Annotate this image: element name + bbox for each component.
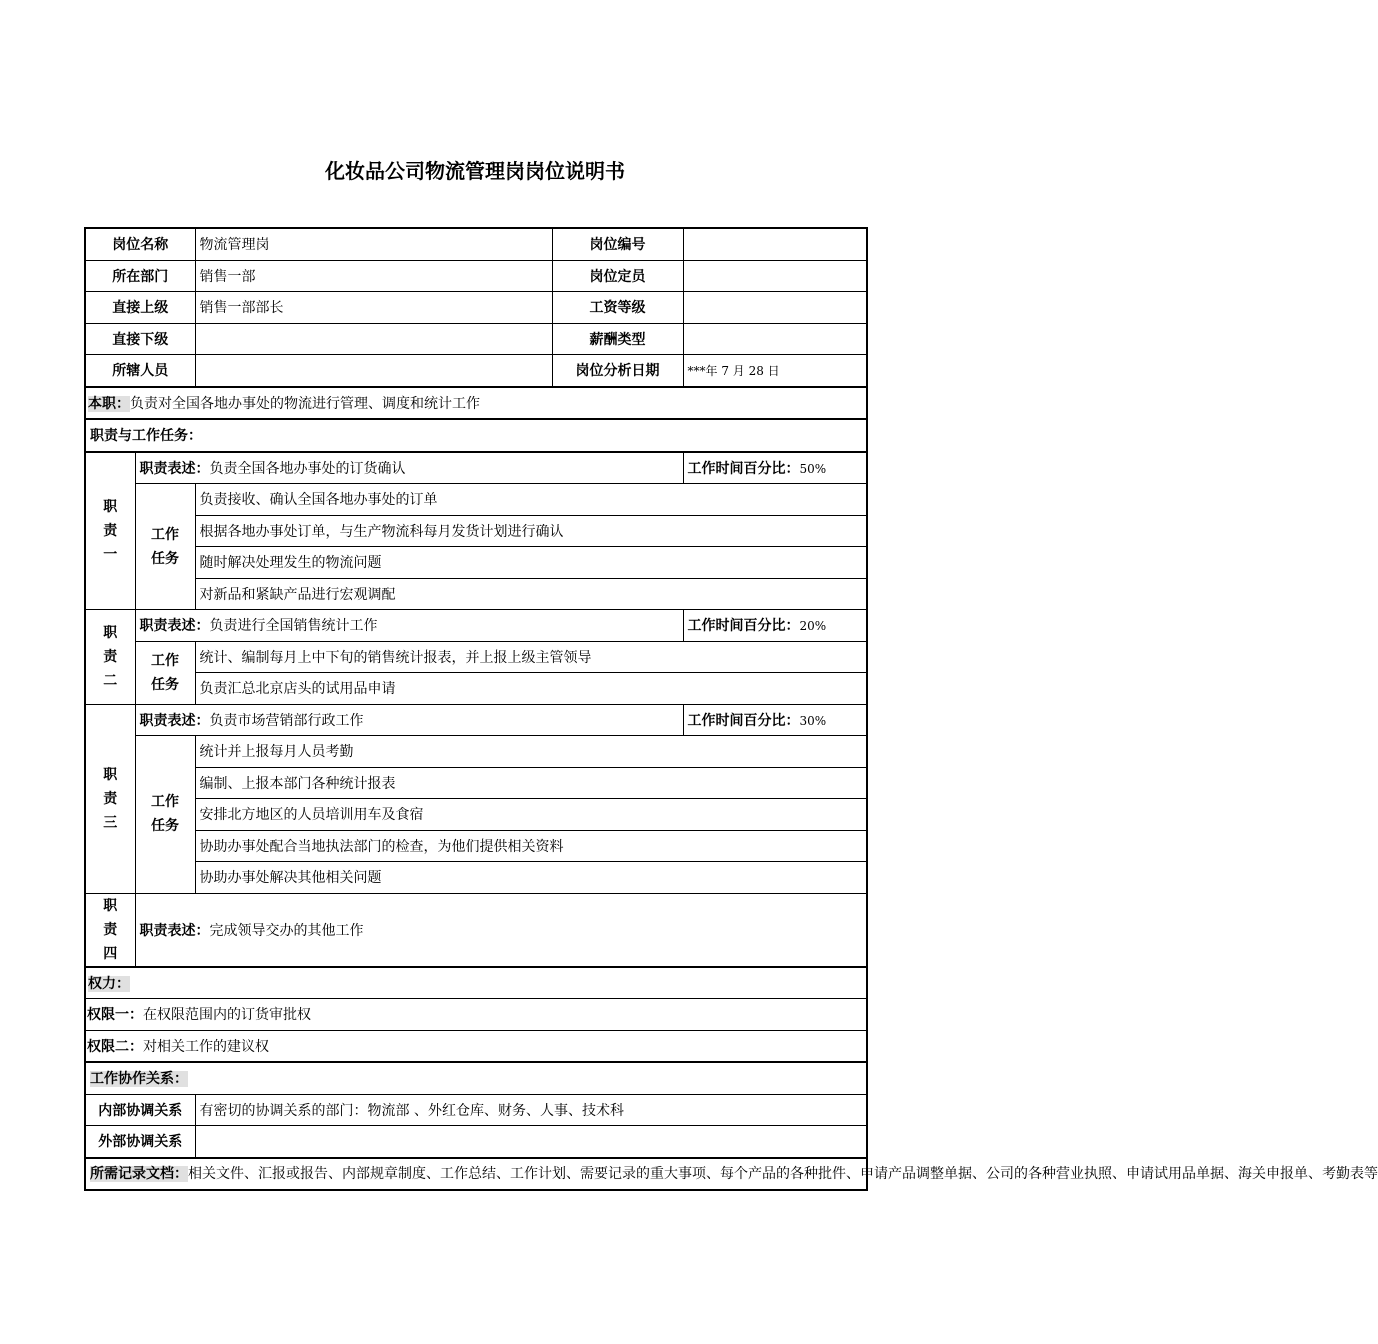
value-department: 销售一部	[195, 260, 552, 292]
label-salary-grade: 工资等级	[552, 292, 683, 324]
external-relations-value	[195, 1126, 867, 1158]
records-row	[85, 1158, 867, 1191]
duty1-task-1: 负责接收、确认全国各地办事处的订单	[195, 484, 867, 516]
task-row	[85, 578, 867, 610]
duty3-percent: 30%	[799, 713, 827, 728]
duty1-percent: 50%	[799, 461, 827, 476]
basic-row	[85, 323, 867, 355]
duty1-task-2: 根据各地办事处订单，与生产物流科每月发货计划进行确认	[195, 515, 867, 547]
label-post-number: 岗位编号	[552, 228, 683, 260]
value-post-number	[683, 228, 867, 260]
mission-label: 本职：	[88, 395, 130, 412]
task-row	[85, 641, 867, 673]
job-description-table	[84, 227, 1378, 1191]
duty3-desc-row	[85, 704, 867, 736]
value-superior: 销售一部部长	[195, 292, 552, 324]
value-subordinate	[195, 323, 552, 355]
label-subordinate: 直接下级	[85, 323, 195, 355]
basic-row	[85, 260, 867, 292]
duty3-task-3: 安排北方地区的人员培训用车及食宿	[195, 799, 867, 831]
task-row	[85, 767, 867, 799]
duty2-task-label: 工作 任务	[135, 641, 195, 704]
duty3-task-5: 协助办事处解决其他相关问题	[195, 862, 867, 894]
power-header-row	[85, 967, 867, 999]
power-2-label: 权限二：	[87, 1038, 143, 1055]
label-department: 所在部门	[85, 260, 195, 292]
duty1-name: 职 责 一	[85, 452, 135, 610]
label-headcount: 岗位定员	[552, 260, 683, 292]
duty1-task-4: 对新品和紧缺产品进行宏观调配	[195, 578, 867, 610]
relations-header-row	[85, 1062, 867, 1094]
duties-header: 职责与工作任务：	[85, 419, 867, 452]
power-2-text: 对相关工作的建议权	[143, 1038, 269, 1055]
document-title: 化妆品公司物流管理岗岗位说明书	[325, 159, 625, 183]
task-row	[85, 830, 867, 862]
task-row	[85, 862, 867, 894]
power-1-text: 在权限范围内的订货审批权	[143, 1007, 311, 1024]
value-staff	[195, 355, 552, 387]
duty1-task-3: 随时解决处理发生的物流问题	[195, 547, 867, 579]
task-row	[85, 799, 867, 831]
duty1-desc-label: 职责表述：	[139, 460, 210, 477]
basic-row	[85, 292, 867, 324]
label-post-name: 岗位名称	[85, 228, 195, 260]
duty3-name: 职 责 三	[85, 704, 135, 893]
internal-relations-value: 有密切的协调关系的部门：物流部 、外红仓库、财务、人事、技术科	[195, 1094, 867, 1126]
value-salary-grade	[683, 292, 867, 324]
mission-row	[85, 387, 867, 420]
duty4-desc-label: 职责表述：	[139, 922, 210, 939]
label-superior: 直接上级	[85, 292, 195, 324]
records-label: 所需记录文档：	[90, 1165, 188, 1182]
relations-row	[85, 1126, 867, 1158]
task-row	[85, 736, 867, 768]
duty3-task-label: 工作 任务	[135, 736, 195, 894]
task-row	[85, 515, 867, 547]
external-relations-label: 外部协调关系	[85, 1126, 195, 1158]
duty1-task-label: 工作 任务	[135, 484, 195, 610]
internal-relations-label: 内部协调关系	[85, 1094, 195, 1126]
duty1-desc-row	[85, 452, 867, 484]
task-row	[85, 673, 867, 705]
duties-header-row	[85, 419, 867, 452]
duty1-time-label: 工作时间百分比：	[687, 460, 800, 477]
label-pay-type: 薪酬类型	[552, 323, 683, 355]
duty2-percent: 20%	[799, 619, 827, 634]
duty3-task-2: 编制、上报本部门各种统计报表	[195, 767, 867, 799]
value-headcount	[683, 260, 867, 292]
duty2-time-label: 工作时间百分比：	[687, 618, 800, 635]
value-post-name: 物流管理岗	[195, 228, 552, 260]
relations-header: 工作协作关系：	[90, 1071, 188, 1088]
duty4-row	[85, 893, 867, 967]
duty1-desc: 负责全国各地办事处的订货确认	[209, 460, 406, 477]
duty4-name: 职 责 四	[85, 893, 135, 967]
label-analysis-date: 岗位分析日期	[552, 355, 683, 387]
basic-row	[85, 228, 867, 260]
relations-row	[85, 1094, 867, 1126]
duty2-desc-row	[85, 610, 867, 642]
power-header: 权力：	[88, 975, 130, 992]
records-text: 相关文件、汇报或报告、内部规章制度、工作总结、工作计划、需要记录的重大事项、每个产品的各种批件、申请产品调整单据、公司的各种营业执照、申请试用品单据、海关申报单、考勤表等	[188, 1165, 1378, 1182]
task-row	[85, 547, 867, 579]
duty3-desc-label: 职责表述：	[139, 712, 210, 729]
value-analysis-date: ***年 7 月 28 日	[683, 355, 867, 387]
duty3-desc: 负责市场营销部行政工作	[209, 712, 364, 729]
power-1-label: 权限一：	[87, 1007, 143, 1024]
duty2-desc: 负责进行全国销售统计工作	[209, 618, 378, 635]
power-row	[85, 1030, 867, 1062]
duty2-desc-label: 职责表述：	[139, 618, 210, 635]
duty3-task-1: 统计并上报每月人员考勤	[195, 736, 867, 768]
value-pay-type	[683, 323, 867, 355]
duty2-task-1: 统计、编制每月上中下旬的销售统计报表，并上报上级主管领导	[195, 641, 867, 673]
duty2-task-2: 负责汇总北京店头的试用品申请	[195, 673, 867, 705]
mission-text: 负责对全国各地办事处的物流进行管理、调度和统计工作	[130, 395, 480, 412]
duty4-desc: 完成领导交办的其他工作	[209, 922, 364, 939]
label-staff: 所辖人员	[85, 355, 195, 387]
duty3-task-4: 协助办事处配合当地执法部门的检查，为他们提供相关资料	[195, 830, 867, 862]
basic-row	[85, 355, 867, 387]
duty3-time-label: 工作时间百分比：	[687, 712, 800, 729]
task-row	[85, 484, 867, 516]
duty2-name: 职 责 二	[85, 610, 135, 705]
power-row	[85, 999, 867, 1031]
